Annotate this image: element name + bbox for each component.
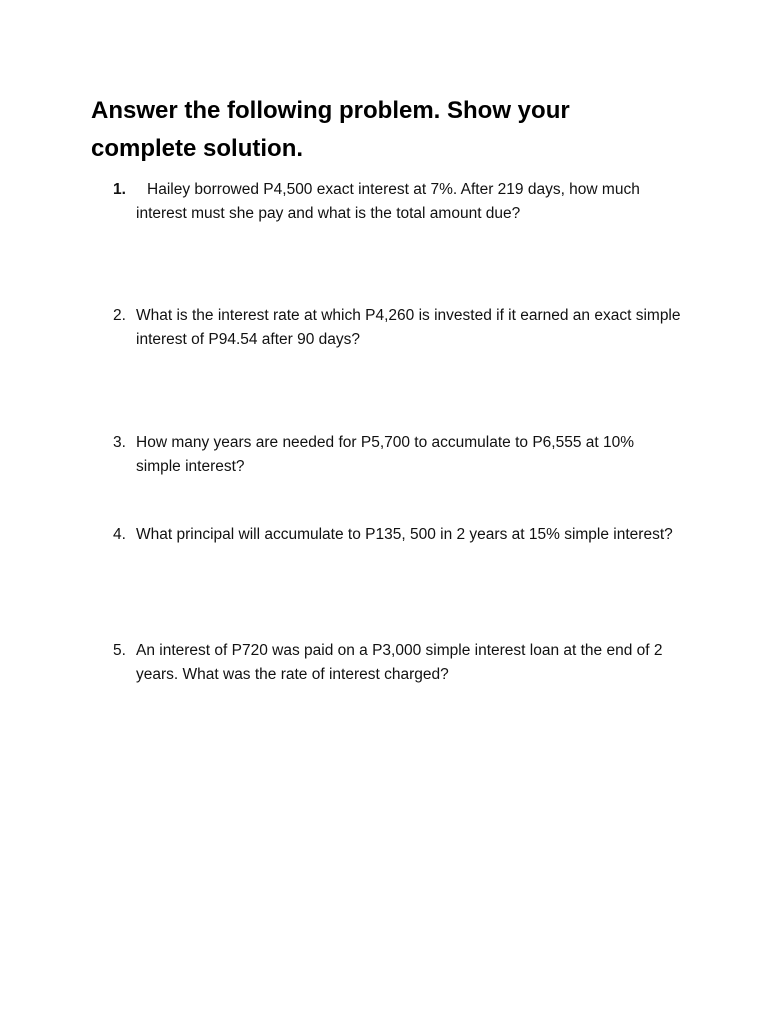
problem-item-3 (113, 431, 693, 479)
problem-text-1: Hailey borrowed P4,500 exact interest at 7%. After 219 days, how much interest must she pay and what is the total amount due? (136, 181, 640, 222)
problem-item-1 (113, 178, 693, 226)
problem-number-2: 2. (113, 307, 126, 324)
problem-number-3: 3. (113, 434, 126, 451)
problem-text-4: What principal will accumulate to P135, 500 in 2 years at 15% simple interest? (136, 526, 673, 543)
problem-text-3: How many years are needed for P5,700 to accumulate to P6,555 at 10% simple interest? (136, 434, 635, 475)
page-heading: Answer the following problem. Show your complete solution. (91, 97, 570, 162)
problem-text-5: An interest of P720 was paid on a P3,000 simple interest loan at the end of 2 years. What was the rate of interest charged? (136, 642, 663, 683)
problem-text-2: What is the interest rate at which P4,260 is invested if it earned an exact simple interest of P94.54 after 90 days? (136, 307, 681, 348)
problem-number-5: 5. (113, 642, 126, 659)
problem-item-4 (113, 523, 693, 547)
problem-number-4: 4. (113, 526, 126, 543)
problem-item-2 (113, 304, 693, 352)
problem-item-5 (113, 639, 693, 687)
problem-number-1: 1. (113, 181, 126, 198)
